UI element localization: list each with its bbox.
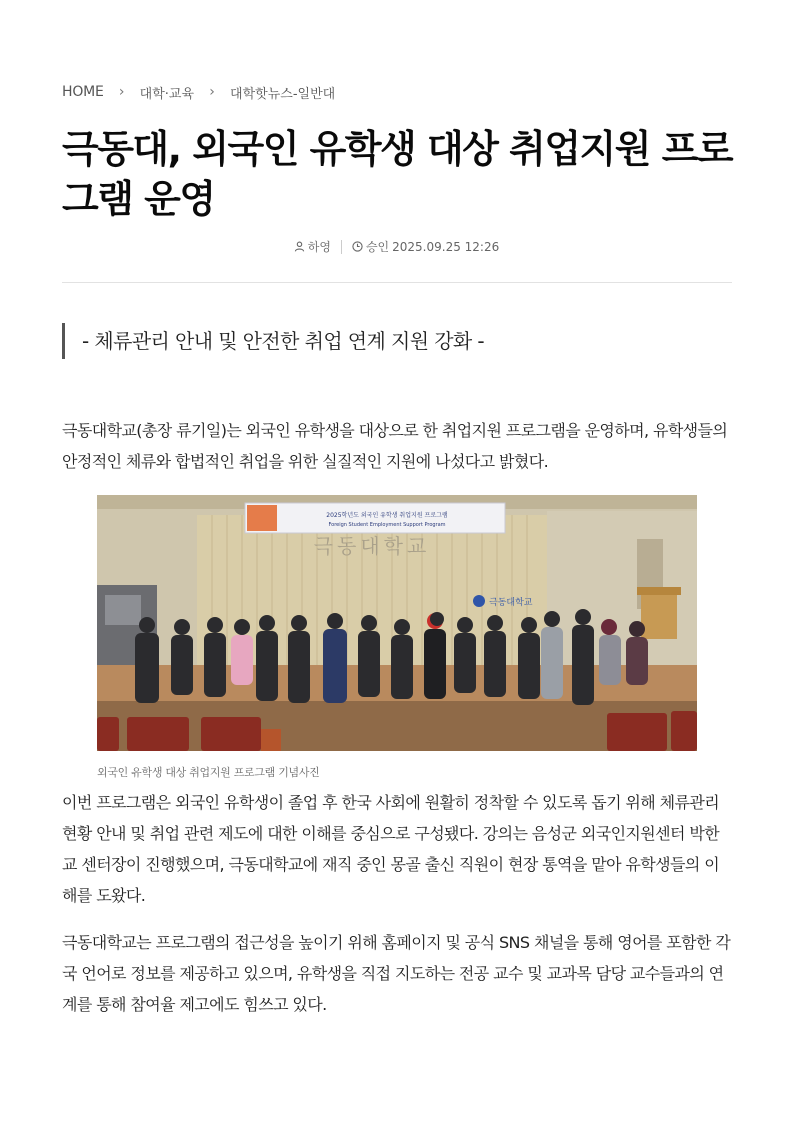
article-meta (0, 238, 793, 255)
approved-label: 승인 (365, 240, 390, 254)
person-icon (294, 241, 305, 252)
chevron-right-icon: › (118, 84, 125, 100)
breadcrumb-category-link[interactable]: 대학·교육 (139, 86, 195, 102)
author-name[interactable]: 하영 (307, 240, 331, 254)
group-photo-image (97, 495, 697, 751)
approved-info (352, 238, 499, 255)
banner-subtext: Foreign Student Employment Support Program (328, 522, 446, 528)
author-info (294, 238, 331, 255)
article-subtitle: - 체류관리 안내 및 안전한 취업 연계 지원 강화 - (62, 323, 484, 359)
breadcrumb (62, 82, 335, 102)
clock-icon (352, 241, 363, 252)
article-title: 극동대, 외국인 유학생 대상 취업지원 프로그램 운영 (62, 127, 733, 221)
article-photo[interactable] (97, 495, 697, 751)
article-paragraph-2: 이번 프로그램은 외국인 유학생이 졸업 후 한국 사회에 원활히 정착할 수 있도록 돕기 위해 체류관리 현황 안내 및 취업 관련 제도에 대한 이해를 중심으로 구성됐다. 강의는 음성군 외국인지원센터 박한교 센터장이 진행했으며, 극동대학교에 재직 중인 몽골 출신 직원이 현장 통역을 맡아 유학생들의 이해를 도왔다. (62, 793, 720, 905)
header-divider (62, 282, 732, 283)
breadcrumb-subcategory-link[interactable]: 대학핫뉴스-일반대 (230, 86, 336, 102)
breadcrumb-home-link[interactable]: HOME (62, 84, 104, 100)
logo-text: 극동대학교 (489, 598, 533, 608)
wall-sign-text: 극동대학교 (313, 534, 431, 558)
approved-datetime: 2025.09.25 12:26 (392, 239, 500, 254)
article-paragraph-1: 극동대학교(총장 류기일)는 외국인 유학생을 대상으로 한 취업지원 프로그램을 운영하며, 유학생들의 안정적인 체류와 합법적인 취업을 위한 실질적인 지원에 나섰다고 밝혔다. (62, 421, 728, 471)
banner-text: 2025학년도 외국인 유학생 취업지원 프로그램 (326, 512, 448, 519)
photo-caption: 외국인 유학생 대상 취업지원 프로그램 기념사진 (97, 766, 320, 779)
chevron-right-icon: › (209, 84, 215, 100)
article-paragraph-3: 극동대학교는 프로그램의 접근성을 높이기 위해 홈페이지 및 공식 SNS 채널을 통해 영어를 포함한 각국 언어로 정보를 제공하고 있으며, 유학생을 직접 지도하는 전공 교수 및 교과목 담당 교수들과의 연계를 통해 참여율 제고에도 힘쓰고 있다. (62, 933, 731, 1014)
meta-divider (341, 240, 342, 254)
